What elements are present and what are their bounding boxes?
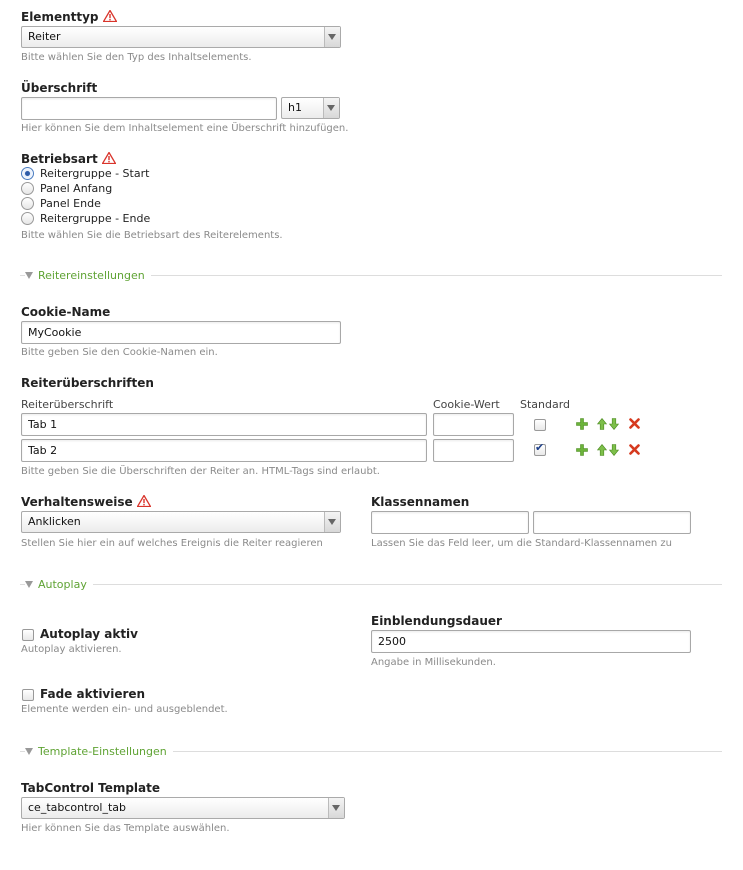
duration-input[interactable] [371, 630, 691, 653]
classes-input-1[interactable] [371, 511, 529, 534]
template-value: ce_tabcontrol_tab [28, 801, 127, 814]
element-type-value: Reiter [28, 30, 61, 43]
delete-icon[interactable] [629, 444, 640, 458]
move-down-icon[interactable] [609, 444, 619, 459]
duration-help: Angabe in Millisekunden. [371, 657, 496, 668]
tab-titles-help: Bitte geben Sie die Überschriften der Reiter an. HTML-Tags sind erlaubt. [21, 466, 380, 477]
section-legend-autoplay[interactable]: Autoplay [25, 578, 93, 591]
tab-title-input[interactable] [21, 439, 427, 462]
move-up-icon[interactable] [597, 444, 607, 459]
move-up-icon[interactable] [597, 418, 607, 433]
tab-default-checkbox[interactable] [534, 444, 546, 456]
mode-option-label[interactable]: Panel Anfang [40, 182, 113, 195]
mode-option-label[interactable]: Reitergruppe - Ende [40, 212, 151, 225]
tab-title-input[interactable] [21, 413, 427, 436]
element-type-help: Bitte wählen Sie den Typ des Inhaltselements. [21, 52, 252, 63]
section-legend-tabs[interactable]: Reitereinstellungen [25, 269, 151, 282]
chevron-down-icon [324, 27, 340, 47]
warning-icon [137, 495, 151, 510]
mode-option-label[interactable]: Reitergruppe - Start [40, 167, 150, 180]
tab-titles-label: Reiterüberschriften [21, 376, 154, 390]
chevron-down-icon [328, 798, 344, 818]
heading-level-value: h1 [288, 101, 302, 114]
behaviour-help: Stellen Sie hier ein auf welches Ereignis die Reiter reagieren [21, 538, 323, 549]
collapse-triangle-icon [25, 748, 33, 755]
fade-help: Elemente werden ein- und ausgeblendet. [21, 704, 228, 715]
mode-radio-end[interactable] [21, 212, 34, 225]
behaviour-label: Verhaltensweise [21, 495, 151, 510]
autoplay-checkbox[interactable] [22, 629, 34, 641]
heading-help: Hier können Sie dem Inhaltselement eine Überschrift hinzufügen. [21, 123, 349, 134]
mode-option-label[interactable]: Panel Ende [40, 197, 101, 210]
cookie-name-help: Bitte geben Sie den Cookie-Namen ein. [21, 347, 218, 358]
duration-label: Einblendungsdauer [371, 614, 502, 628]
add-icon[interactable] [576, 444, 588, 459]
add-icon[interactable] [576, 418, 588, 433]
template-help: Hier können Sie das Template auswählen. [21, 823, 230, 834]
col-header-title: Reiterüberschrift [21, 398, 114, 411]
tab-default-checkbox[interactable] [534, 419, 546, 431]
section-divider [20, 584, 722, 585]
template-label: TabControl Template [21, 781, 161, 795]
autoplay-help: Autoplay aktivieren. [21, 644, 122, 655]
col-header-default: Standard [520, 398, 571, 411]
mode-radio-start[interactable] [21, 167, 34, 180]
chevron-down-icon [323, 98, 339, 118]
fade-checkbox[interactable] [22, 689, 34, 701]
heading-input[interactable] [21, 97, 277, 120]
collapse-triangle-icon [25, 272, 33, 279]
element-type-select[interactable] [21, 26, 341, 48]
delete-icon[interactable] [629, 418, 640, 432]
col-header-cookie: Cookie-Wert [433, 398, 500, 411]
mode-help: Bitte wählen Sie die Betriebsart des Reiterelements. [21, 230, 283, 241]
template-select[interactable] [21, 797, 345, 819]
tab-cookie-input[interactable] [433, 413, 514, 436]
tab-cookie-input[interactable] [433, 439, 514, 462]
classes-label: Klassennamen [371, 495, 470, 509]
classes-help: Lassen Sie das Feld leer, um die Standard-Klassennamen zu [371, 538, 672, 549]
autoplay-label[interactable]: Autoplay aktiv [40, 627, 138, 641]
collapse-triangle-icon [25, 581, 33, 588]
fade-label[interactable]: Fade aktivieren [40, 687, 146, 701]
move-down-icon[interactable] [609, 418, 619, 433]
chevron-down-icon [324, 512, 340, 532]
heading-level-select[interactable] [281, 97, 340, 119]
warning-icon [103, 10, 117, 25]
mode-label: Betriebsart [21, 152, 116, 167]
behaviour-value: Anklicken [28, 515, 81, 528]
cookie-name-label: Cookie-Name [21, 305, 111, 319]
mode-radio-panel-start[interactable] [21, 182, 34, 195]
cookie-name-input[interactable] [21, 321, 341, 344]
mode-radio-panel-end[interactable] [21, 197, 34, 210]
heading-label: Überschrift [21, 81, 98, 95]
behaviour-select[interactable] [21, 511, 341, 533]
element-type-label: Elementtyp [21, 10, 117, 25]
section-legend-template[interactable]: Template-Einstellungen [25, 745, 173, 758]
classes-input-2[interactable] [533, 511, 691, 534]
warning-icon [102, 152, 116, 167]
